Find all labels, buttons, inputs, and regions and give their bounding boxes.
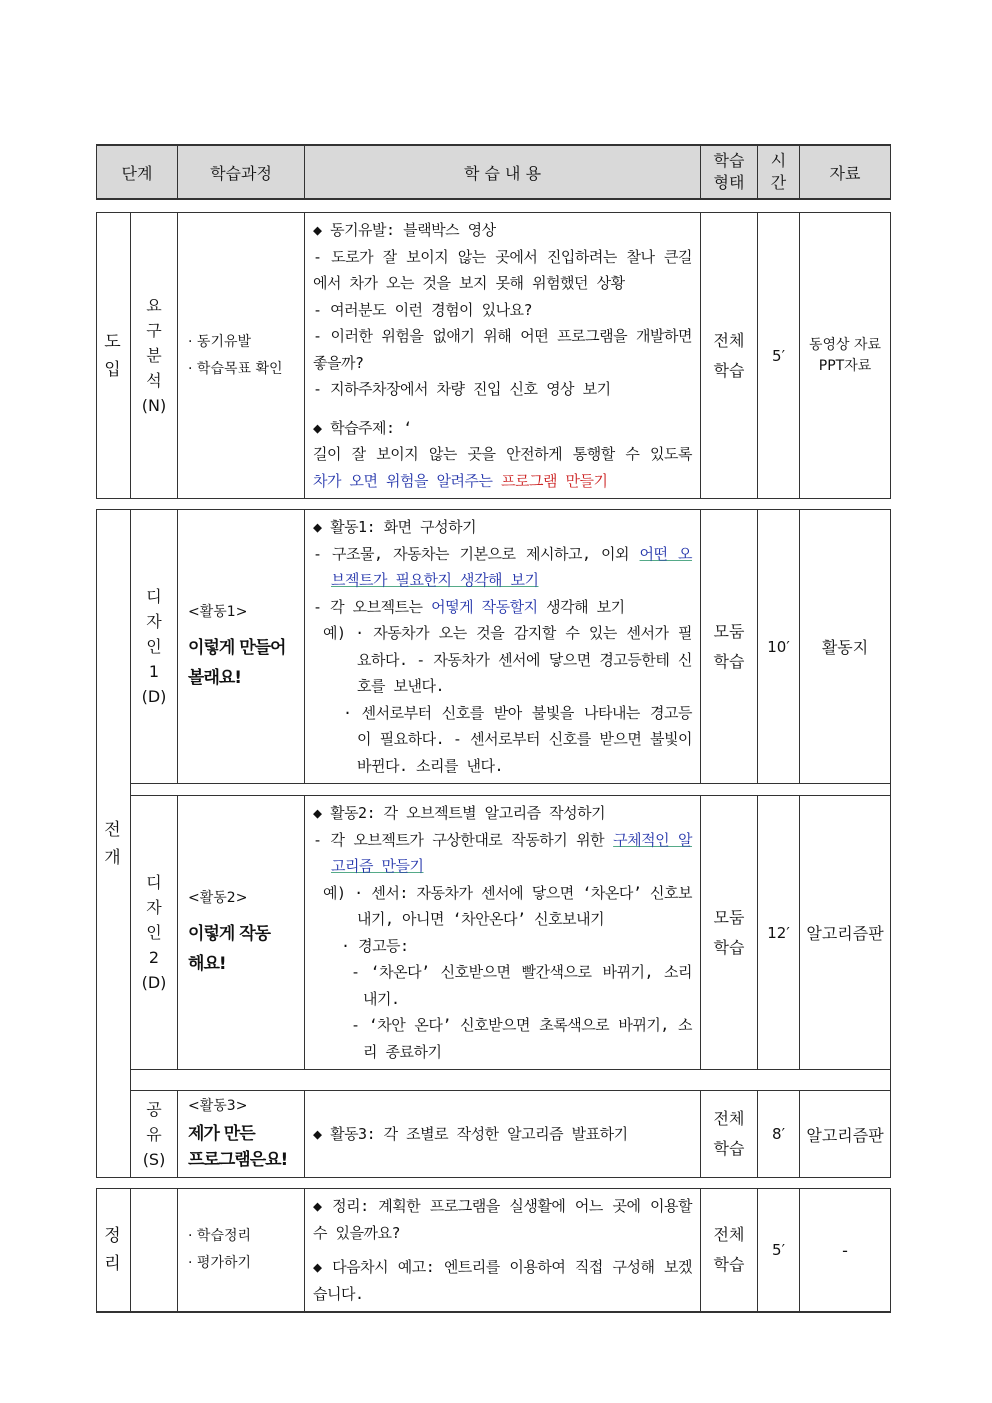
intro-material: 동영상 자료 PPT자료 — [800, 213, 891, 499]
design2-row — [97, 796, 891, 1070]
design2-process: <활동2> 이렇게 작동 해요! — [178, 796, 305, 1070]
share-process: <활동3> 제가 만든 프로그램은요! — [178, 1091, 305, 1178]
wrap-stage: 정 리 — [97, 1189, 131, 1313]
design2-sub: 디 자 인 2 (D) — [131, 796, 178, 1070]
header-material: 자료 — [800, 145, 891, 199]
design1-sub: 디 자 인 1 (D) — [131, 510, 178, 784]
intro-row — [97, 213, 891, 499]
lesson-plan-table — [96, 144, 890, 1313]
share-row — [97, 1091, 891, 1178]
header-content: 학 습 내 용 — [305, 145, 701, 199]
header-stage: 단계 — [97, 145, 178, 199]
design1-content: ◆ 활동1: 화면 구성하기 - 구조물, 자동차는 기본으로 제시하고, 이외 어떤 오브젝트가 필요한지 생각해 보기 - 각 오브젝트는 어떻게 작동할지 생각해 보기 예) · 자동차가 오는 것을 감지할 수 있는 센서가 필요하다. - 자동차가 센서에 닿으면 경고등한테 신호를 보낸다. · 센서로부터 신호를 받아 불빛을 나타내는 경고등이 필요하다. - 센서로부터 신호를 받으면 불빛이 바뀐다. 소리를 낸다. — [305, 510, 701, 784]
intro-process: · 동기유발 · 학습목표 확인 — [178, 213, 305, 499]
design2-content: ◆ 활동2: 각 오브젝트별 알고리즘 작성하기 - 각 오브젝트가 구상한대로 작동하기 위한 구체적인 알고리즘 만들기 예) · 센서: 자동차가 센서에 닿으면 ‘차온다’ 신호보내기, 아니면 ‘차안온다’ 신호보내기 · 경고등: - ‘차온다’ 신호받으면 빨간색으로 바뀌기, 소리 내기. - ‘차안 온다’ 신호받으면 초록색으로 바뀌기, 소리 종료하기 — [305, 796, 701, 1070]
header-time: 시 간 — [758, 145, 800, 199]
design1-time: 10′ — [758, 510, 800, 784]
header-row — [97, 145, 891, 199]
intro-time: 5′ — [758, 213, 800, 499]
design2-time: 12′ — [758, 796, 800, 1070]
design1-row — [97, 510, 891, 784]
intro-sub: 요 구 분 석 (N) — [131, 213, 178, 499]
develop-stage: 전 개 — [97, 510, 131, 1178]
wrap-row — [97, 1189, 891, 1313]
share-content: ◆ 활동3: 각 조별로 작성한 알고리즘 발표하기 — [305, 1091, 701, 1178]
design1-process: <활동1> 이렇게 만들어 볼래요! — [178, 510, 305, 784]
header-process: 학습과정 — [178, 145, 305, 199]
wrap-process: · 학습정리 · 평가하기 — [178, 1189, 305, 1313]
wrap-sub — [131, 1189, 178, 1313]
wrap-content: ◆ 정리: 계획한 프로그램을 실생활에 어느 곳에 이용할 수 있을까요? ◆ 다음차시 예고: 엔트리를 이용하여 직접 구성해 보겠습니다. — [305, 1189, 701, 1313]
wrap-material: - — [800, 1189, 891, 1313]
share-material: 알고리즘판 — [800, 1091, 891, 1178]
share-sub: 공 유 (S) — [131, 1091, 178, 1178]
design2-form: 모둠 학습 — [701, 796, 758, 1070]
design2-material: 알고리즘판 — [800, 796, 891, 1070]
share-form: 전체 학습 — [701, 1091, 758, 1178]
wrap-form: 전체 학습 — [701, 1189, 758, 1313]
design1-material: 활동지 — [800, 510, 891, 784]
header-form: 학습 형태 — [701, 145, 758, 199]
intro-stage: 도 입 — [97, 213, 131, 499]
share-time: 8′ — [758, 1091, 800, 1178]
wrap-time: 5′ — [758, 1189, 800, 1313]
design1-form: 모둠 학습 — [701, 510, 758, 784]
intro-form: 전체 학습 — [701, 213, 758, 499]
intro-content: ◆ 동기유발: 블랙박스 영상 - 도로가 잘 보이지 않는 곳에서 진입하려는 찰나 큰길에서 차가 오는 것을 보지 못해 위험했던 상황 - 여러분도 이런 경험이 있나요? - 이러한 위험을 없애기 위해 어떤 프로그램을 개발하면 좋을까? - 지하주차장에서 차량 진입 신호 영상 보기 ◆ 학습주제: ‘ 길이 잘 보이지 않는 곳을 안전하게 통행할 수 있도록 차가 오면 위험을 알려주는 프로그램 만들기 — [305, 213, 701, 499]
